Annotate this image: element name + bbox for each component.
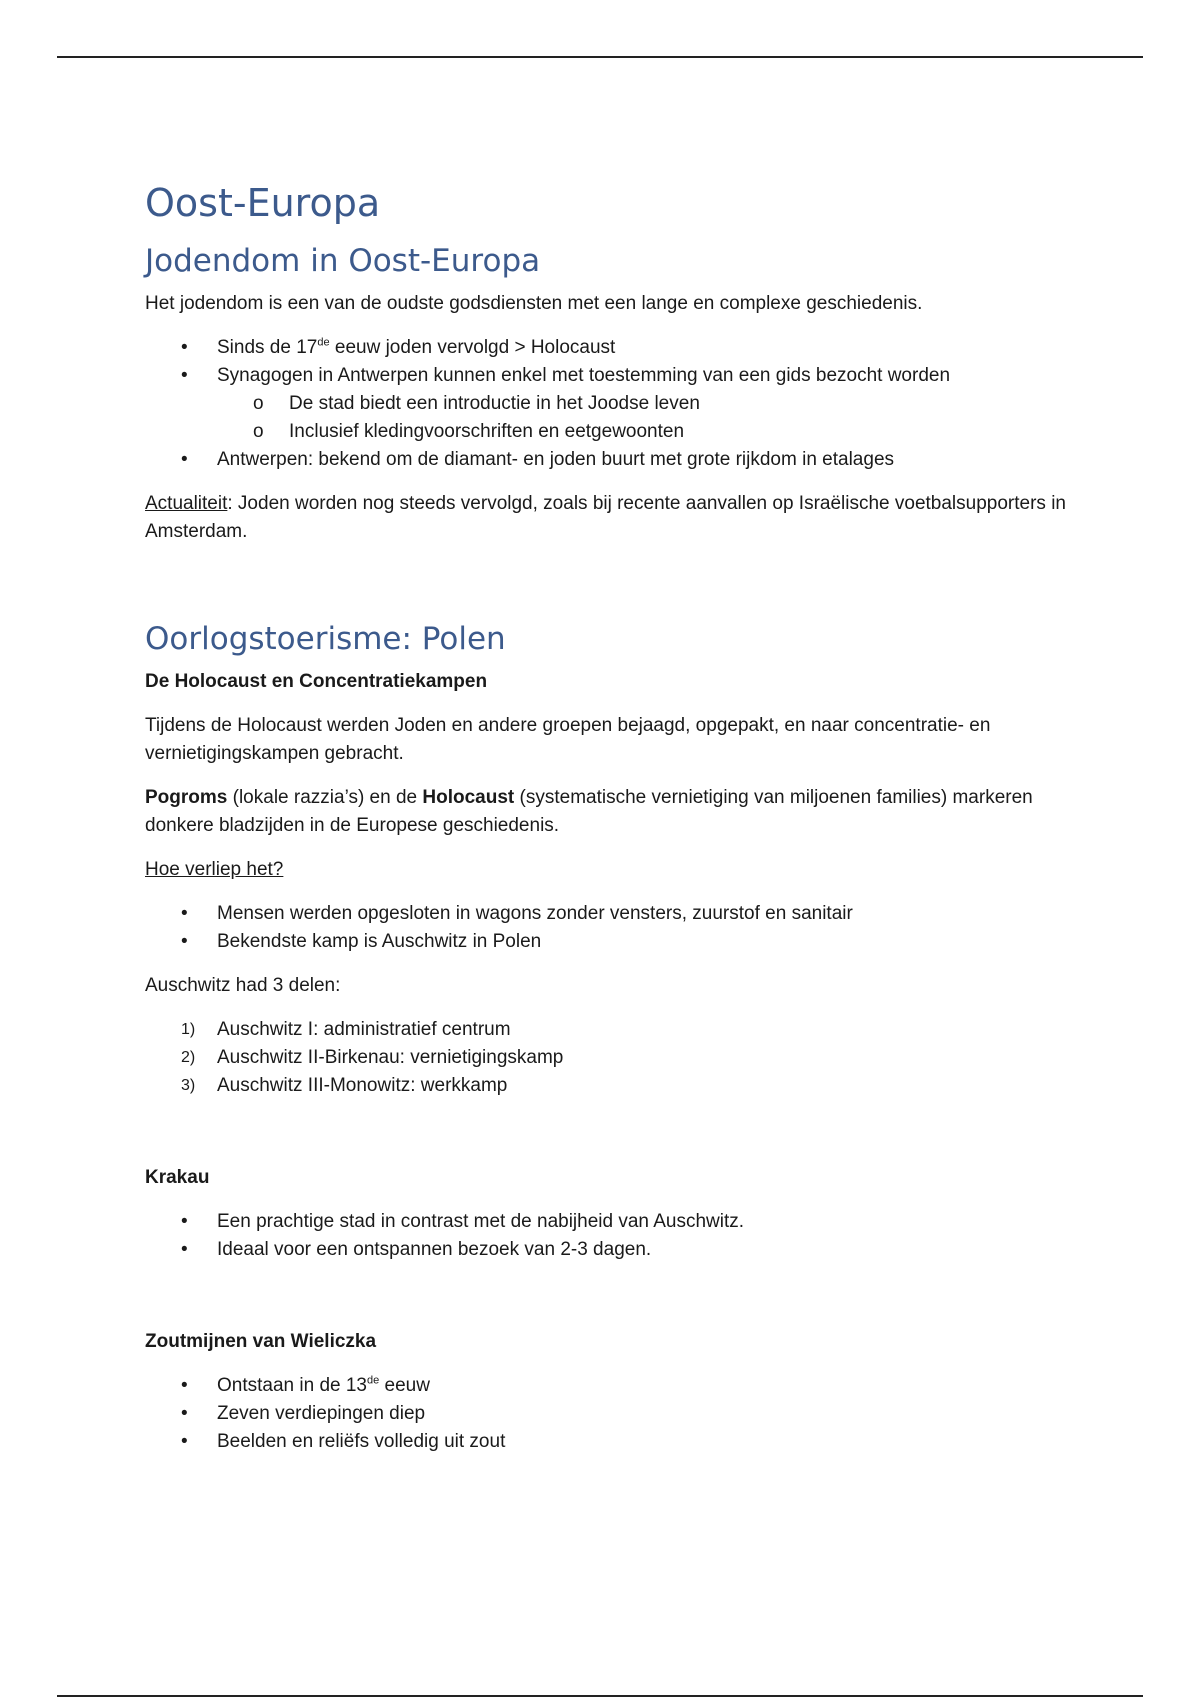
list-item: • Antwerpen: bekend om de diamant- en joden buurt met grote rijkdom in etalages [145,446,1075,474]
document-body [145,178,1075,1472]
list-item: • Synagogen in Antwerpen kunnen enkel met toestemming van een gids bezocht worden o De stad biedt een introductie in het Joodse leven o Inclusief kledingvoorschriften en eetgewoonten [145,362,1075,446]
zoutmijnen-list [145,1372,1075,1456]
sub-list-item: o Inclusief kledingvoorschriften en eetgewoonten [217,418,1075,446]
sub-heading-krakau: Krakau [145,1167,210,1188]
actualiteit-label: Actualiteit [145,493,228,514]
sub-list [217,390,1075,446]
sub-heading-holocaust: De Holocaust en Concentratiekampen [145,671,488,692]
numbered-item: 3) Auschwitz III-Monowitz: werkkamp [181,1075,508,1096]
page-title: Oost-Europa [145,181,381,225]
holocaust-paragraph: Tijdens de Holocaust werden Joden en andere groepen bejaagd, opgepakt, en naar concentratie- en vernietigingskampen gebracht. [145,715,991,764]
list-item: • Een prachtige stad in contrast met de nabijheid van Auschwitz. [145,1208,1075,1236]
section-heading-polen: Oorlogstoerisme: Polen [145,621,506,657]
intro-paragraph: Het jodendom is een van de oudste godsdiensten met een lange en complexe geschiedenis. [145,293,923,314]
how-list [145,900,1075,956]
list-item: • Bekendste kamp is Auschwitz in Polen [145,928,1075,956]
numbered-item: 1) Auschwitz I: administratief centrum [181,1019,511,1040]
header-rule [57,56,1143,58]
section-heading-jodendom: Jodendom in Oost-Europa [145,243,541,279]
auschwitz-intro: Auschwitz had 3 delen: [145,975,341,996]
footer-rule [57,1695,1143,1697]
list-item: • Beelden en reliëfs volledig uit zout [145,1428,1075,1456]
numbered-item: 2) Auschwitz II-Birkenau: vernietigingskamp [181,1047,564,1068]
sub-list-item: o De stad biedt een introductie in het Joodse leven [217,390,1075,418]
how-label: Hoe verliep het? [145,859,284,880]
krakau-list [145,1208,1075,1264]
list-item: • Zeven verdiepingen diep [145,1400,1075,1428]
list-item: • Ideaal voor een ontspannen bezoek van 2-3 dagen. [145,1236,1075,1264]
list-item: • Mensen werden opgesloten in wagons zonder vensters, zuurstof en sanitair [145,900,1075,928]
auschwitz-parts-list [145,1016,1075,1100]
pogroms-paragraph: Pogroms (lokale razzia’s) en de Holocaust (systematische vernietiging van miljoenen families) markeren donkere bladzijden in de Europese geschiedenis. [145,787,1033,836]
sub-heading-zoutmijnen: Zoutmijnen van Wieliczka [145,1331,377,1352]
list-item: • Sinds de 17de eeuw joden vervolgd > Holocaust [145,334,1075,362]
jodendom-list [145,334,1075,474]
actualiteit-paragraph: Actualiteit: Joden worden nog steeds vervolgd, zoals bij recente aanvallen op Israëlische voetbalsupporters in Amsterdam. [145,493,1066,542]
list-item: • Ontstaan in de 13de eeuw [145,1372,1075,1400]
